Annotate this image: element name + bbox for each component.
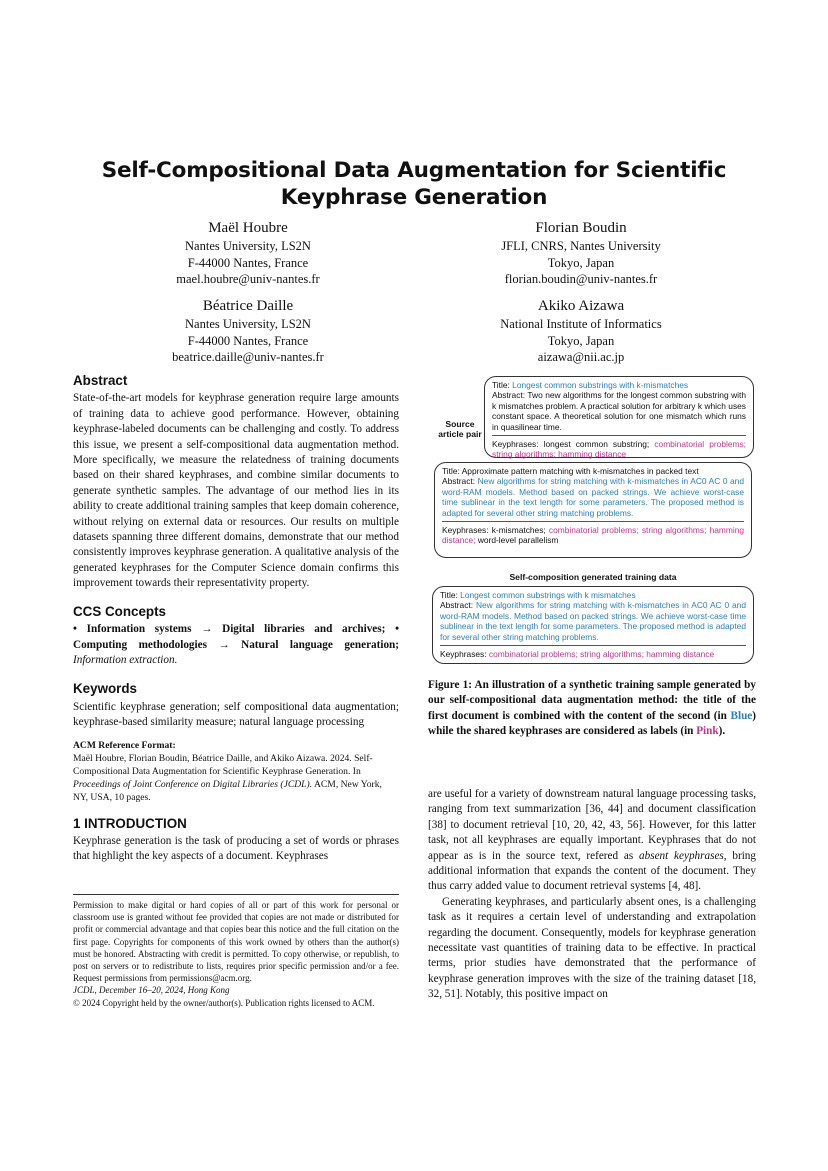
abstract-heading: Abstract [73, 373, 128, 388]
doc2-kp-plain2: word-level parallelism [477, 535, 559, 546]
copyright-line: © 2024 Copyright held by the owner/author(s). Publication rights licensed to ACM. [73, 997, 375, 1008]
author-name: Akiko Aizawa [537, 298, 625, 314]
caption-part2: ) while the shared keyphrases are considered as labels (in [428, 709, 756, 738]
doc2-kp-pink3: hamming distance; [442, 525, 745, 546]
keywords-text: Scientific keyphrase generation; self compositional data augmentation; keyphrase-based similarity measure; natural language processing [73, 700, 399, 729]
doc2-title: Approximate pattern matching with k-mismatches in packed text [461, 466, 699, 476]
intro-text: Keyphrase generation is the task of producing a set of words or phrases that highlight the key aspects of a document. Keyphrases [73, 834, 399, 863]
ccs-text [73, 622, 399, 668]
doc2-kp-plain: k-mismatches; [491, 525, 546, 536]
doc1-title: Longest common substrings with k-mismatches [512, 380, 689, 390]
intro-heading: 1 INTRODUCTION [73, 815, 187, 831]
doc2-title-label: Title: [442, 466, 460, 476]
generated-box [432, 586, 754, 664]
permission-block [73, 894, 399, 1009]
abstract-text: State-of-the-art models for keyphrase generation require large amounts of training data to achieve good performance. However, obtaining keyphrase-labeled documents can be challenging and costly. To address this issue, we present a self-compositional data augmentation method. More specifically, we measure the relatedness of training documents based on their shared keyphrases, and combine similar documents to generate synthetic samples. The advantage of our method lies in its ability to create additional training samples that keep domain coherence, without relying on external data or resources. Our results on multiple datasets spanning three different domains, demonstrate that our method consistently improves keyphrase generation. A qualitative analysis of the generated keyphrases for the Computer Science domain confirms this improvement towards their representativity property. [73, 392, 399, 590]
author-location: Tokyo, Japan [547, 333, 615, 348]
author-affiliation: Nantes University, LS2N [185, 317, 311, 331]
author-email: mael.houbre@univ-nantes.fr [176, 272, 320, 286]
doc2-kp-label: Keyphrases: [442, 525, 489, 536]
author-affiliation: Nantes University, LS2N [185, 239, 311, 253]
author-block-2 [431, 218, 731, 288]
acm-ref-text2: ACM, New York, NY, USA, 10 pages. [73, 779, 382, 804]
author-location: Tokyo, Japan [547, 255, 615, 270]
doc1-box [484, 376, 754, 458]
caption-blue: Blue [730, 709, 753, 722]
right-column [428, 787, 756, 1003]
conference-line: JCDL, December 16–20, 2024, Hong Kong [73, 985, 230, 996]
right-paragraph-2: Generating keyphrases, and particularly absent ones, is a challenging task as it requires a certain level of understanding and extrapolation regarding the document. Consequently, models for keyphrase generation necessitate vast quantities of training data to be effective. In practical terms, prior studies have demonstrated that the performance of keyphrase generation improves with the size of the training dataset [18, 32, 51]. Notably, this positive impact on [428, 895, 756, 1001]
right-p1b-text: , bring additional information that expands the content of the document. They thus carry added value to document retrieval systems [4, 48]. [428, 849, 756, 893]
gen-title-label: Title: [440, 590, 458, 600]
doc2-box [434, 462, 752, 558]
acm-reference [73, 739, 399, 805]
author-block-4 [431, 296, 731, 366]
author-location: F-44000 Nantes, France [187, 255, 309, 270]
author-affiliation: JFLI, CNRS, Nantes University [501, 239, 661, 253]
doc2-abstract-label: Abstract: [442, 476, 476, 487]
author-email: aizawa@nii.ac.jp [537, 350, 625, 364]
ccs-part3: Information extraction. [73, 653, 178, 666]
figure-1 [428, 372, 758, 672]
doc2-kp-pink2: string algorithms; [641, 525, 707, 536]
ccs-part1: • Information systems → Digital libraries and archives; [73, 623, 386, 636]
doc1-abstract: Two new algorithms for the longest common substring with k mismatches problem. A practical solution for arbitrary k which uses constant space. A theoretical solution for one mismatch which runs in quasilinear time. [492, 390, 746, 432]
left-column [73, 373, 399, 865]
gen-title: Longest common substrings with k mismatches [460, 590, 636, 600]
right-paragraph-1 [428, 787, 756, 895]
author-location: F-44000 Nantes, France [187, 333, 309, 348]
acm-ref-text1: Maël Houbre, Florian Boudin, Béatrice Daille, and Akiko Aizawa. 2024. Self-Compositional Data Augmentation for Scientific Keyphrase Generation. In [73, 752, 373, 777]
absent-keyphrases-term: absent keyphrases [639, 849, 724, 862]
author-name: Maël Houbre [208, 220, 288, 236]
source-pair-label: Source article pair [438, 419, 482, 439]
author-email: florian.boudin@univ-nantes.fr [504, 272, 658, 286]
author-block-1 [98, 218, 398, 288]
doc1-kp-plain: longest common substring; [543, 439, 650, 450]
gen-abstract-label: Abstract: [440, 600, 474, 611]
author-name: Béatrice Daille [202, 298, 294, 314]
ccs-part2: • Computing methodologies → Natural language generation; [73, 623, 399, 651]
doc1-kp-pink2: string algorithms; hamming distance [492, 449, 627, 460]
paper-title: Self-Compositional Data Augmentation for Scientific Keyphrase Generation [101, 158, 727, 210]
author-name: Florian Boudin [535, 220, 627, 236]
gen-kp-label: Keyphrases: [440, 649, 487, 660]
figure-caption [428, 678, 756, 740]
right-p1-text: are useful for a variety of downstream natural language processing tasks, ranging from text summarization [36, 44] and document classification [38] to document retrieval [10, 20, 42, 43, 56]. However, for this latter task, not all keyphrases are equally important. Keyphrases that do not appear as is in the source text, refered as [428, 788, 756, 862]
ccs-heading: CCS Concepts [73, 603, 167, 619]
gen-abstract: New algorithms for string matching with k-mismatches in AC0 AC 0 and word-RAM models. Method based on packed strings. We achieve worst-case time sublinear in the text length for some parameters. The proposed method is adapted for several other string matching problems. [440, 600, 746, 642]
doc1-kp-pink1: combinatorial problems; [654, 439, 747, 450]
caption-part3: ). [718, 725, 726, 738]
doc1-kp-label: Keyphrases: [492, 439, 539, 450]
doc2-abstract: New algorithms for string matching with k-mismatches in AC0 AC 0 and word-RAM models. Method based on packed strings. We achieve worst-case time sublinear in the text length for some parameters. The proposed method is adapted for several other string matching problems. [442, 476, 745, 518]
acm-ref-heading: ACM Reference Format: [73, 739, 176, 751]
doc1-abstract-label: Abstract: [492, 390, 526, 401]
author-email: beatrice.daille@univ-nantes.fr [172, 350, 324, 364]
doc1-title-label: Title: [492, 380, 510, 390]
author-affiliation: National Institute of Informatics [500, 317, 662, 331]
author-block-3 [98, 296, 398, 366]
permission-text: Permission to make digital or hard copies of all or part of this work for personal or classroom use is granted without fee provided that copies are not made or distributed for profit or commercial advantage and that copies bear this notice and the full citation on the first page. Copyrights for components of this work owned by others than the author(s) must be honored. Abstracting with credit is permitted. To copy otherwise, or republish, to post on servers or to redistribute to lists, requires prior specific permission and/or a fee. Request permissions from permissions@acm.org. [73, 900, 399, 984]
doc2-kp-pink1: combinatorial problems; [548, 525, 639, 536]
acm-ref-venue: Proceedings of Joint Conference on Digital Libraries (JCDL). [73, 779, 313, 791]
keywords-heading: Keywords [73, 681, 137, 697]
caption-pink: Pink [696, 725, 719, 738]
caption-part1: Figure 1: An illustration of a synthetic training sample generated by our self-compositional data augmentation method: the title of the first document is combined with the content of the second (in [428, 679, 756, 722]
gen-kp: combinatorial problems; string algorithms; hamming distance [488, 649, 715, 660]
footnote-rule [73, 894, 399, 895]
generated-label: Self-composition generated training data [509, 572, 677, 582]
